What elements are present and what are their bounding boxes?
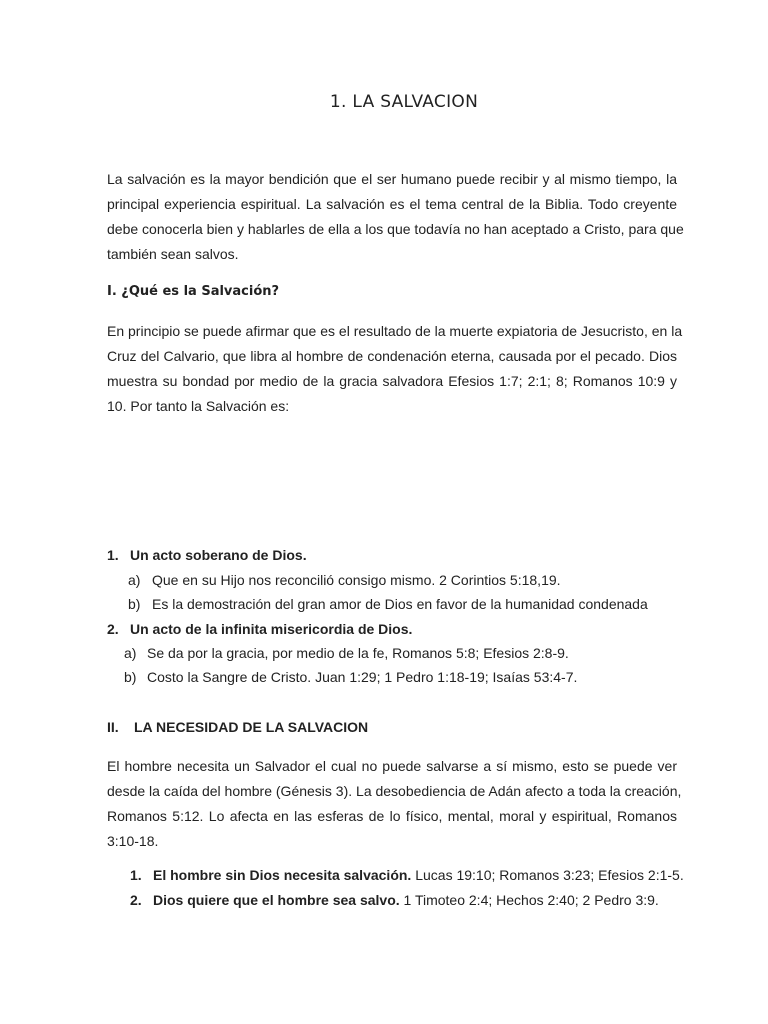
list-item-title: Un acto soberano de Dios. [130, 547, 307, 563]
sub-list-letter: b) [124, 669, 137, 685]
section2-paragraph [107, 754, 682, 854]
paragraph-line: 3:10-18. [107, 833, 159, 849]
list-number: 1. [130, 867, 142, 883]
paragraph-line: El hombre necesita un Salvador el cual no puede salvarse a sí mismo, esto se puede ver [107, 758, 677, 774]
sub-list-item [124, 645, 569, 661]
list-item [130, 867, 684, 883]
list-item [107, 547, 307, 563]
paragraph-line: 10. Por tanto la Salvación es: [107, 398, 290, 414]
sub-list-item [128, 572, 561, 588]
list-item [130, 892, 659, 908]
page-title: 1. LA SALVACION [329, 92, 479, 112]
sub-list-text: Es la demostración del gran amor de Dios en favor de la humanidad condenada [152, 596, 648, 612]
section1-paragraph [107, 319, 683, 419]
paragraph-line: principal experiencia espiritual. La salvación es el tema central de la Biblia. Todo creyente [107, 196, 677, 212]
section-heading-que-es: I. ¿Qué es la Salvación? [107, 284, 280, 299]
sub-list-text: Se da por la gracia, por medio de la fe, Romanos 5:8; Efesios 2:8-9. [147, 645, 569, 661]
intro-paragraph [107, 167, 684, 267]
sub-list-letter: a) [124, 645, 137, 661]
paragraph-line: desde la caída del hombre (Génesis 3). La desobediencia de Adán afecto a toda la creación, [107, 783, 682, 799]
sub-list-item [128, 596, 648, 612]
paragraph-line: La salvación es la mayor bendición que el ser humano puede recibir y al mismo tiempo, la [107, 171, 677, 187]
section-heading-necesidad [107, 719, 368, 735]
sub-list-letter: b) [128, 596, 141, 612]
paragraph-line: debe conocerla bien y hablarles de ella a los que todavía no han aceptado a Cristo, para que [107, 221, 684, 237]
sub-list-letter: a) [128, 572, 141, 588]
sub-list-text: Que en su Hijo nos reconcilió consigo mismo. 2 Corintios 5:18,19. [152, 572, 561, 588]
sub-list-text: Costo la Sangre de Cristo. Juan 1:29; 1 Pedro 1:18-19; Isaías 53:4-7. [147, 669, 578, 685]
list-number: 2. [107, 621, 119, 637]
list-item-bold: El hombre sin Dios necesita salvación. [153, 867, 412, 883]
list-item [107, 621, 412, 637]
list-item-title: Un acto de la infinita misericordia de Dios. [130, 621, 413, 637]
list-item-references: Lucas 19:10; Romanos 3:23; Efesios 2:1-5. [411, 867, 684, 883]
paragraph-line: también sean salvos. [107, 246, 239, 262]
sub-list-item [124, 669, 577, 685]
section-heading-text: LA NECESIDAD DE LA SALVACION [134, 719, 369, 735]
paragraph-line: muestra su bondad por medio de la gracia salvadora Efesios 1:7; 2:1; 8; Romanos 10:9 y [107, 373, 677, 389]
paragraph-line: Romanos 5:12. Lo afecta en las esferas de lo físico, mental, moral y espiritual, Romanos [107, 808, 677, 824]
paragraph-line: Cruz del Calvario, que libra al hombre de condenación eterna, causada por el pecado. Dios [107, 348, 677, 364]
list-item-bold: Dios quiere que el hombre sea salvo. [153, 892, 400, 908]
list-number: 2. [130, 892, 142, 908]
paragraph-line: En principio se puede afirmar que es el resultado de la muerte expiatoria de Jesucristo, en la [107, 323, 683, 339]
section-number: II. [107, 719, 119, 735]
list-number: 1. [107, 547, 119, 563]
list-item-references: 1 Timoteo 2:4; Hechos 2:40; 2 Pedro 3:9. [399, 892, 659, 908]
